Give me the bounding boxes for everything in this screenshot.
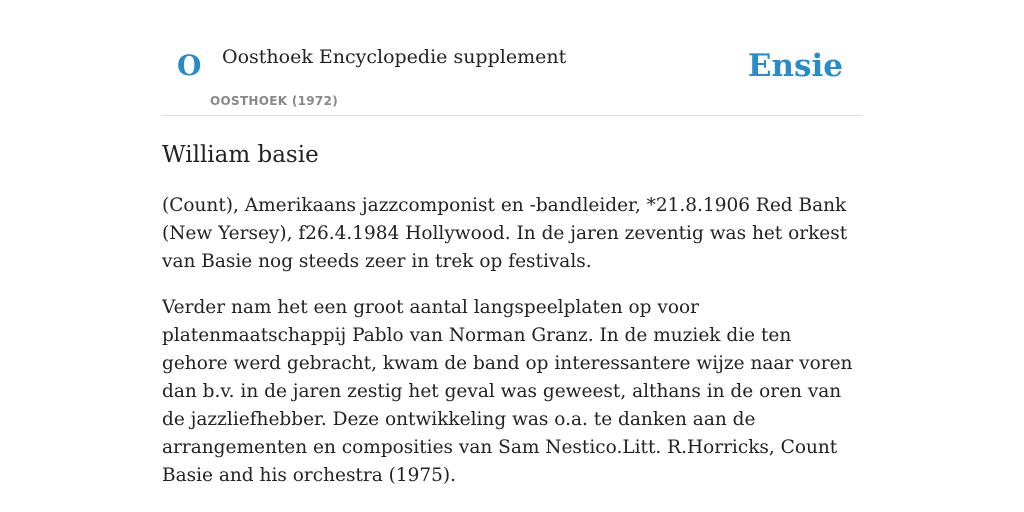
entry-title: William basie xyxy=(162,142,319,168)
entry-paragraph: Verder nam het een groot aantal langspeelplaten op voor platenmaatschappij Pablo van Norman Granz. In de muziek die ten gehore werd gebracht, kwam de band op interessantere wijze naar voren dan b.v. in de jaren zestig het geval was geweest, althans in de oren van de jazzliefhebber. Deze ontwikkeling was o.a. te danken aan de arrangementen en composities van Sam Nestico.Litt. R.Horricks, Count Basie and his orchestra (1975). xyxy=(162,296,853,486)
source-title[interactable]: Oosthoek Encyclopedie supplement xyxy=(222,46,567,68)
source-logo[interactable]: O xyxy=(177,49,202,82)
source-header xyxy=(162,0,862,116)
page-container xyxy=(162,0,862,490)
entry-paragraph: (Count), Amerikaans jazzcomponist en -bandleider, *21.8.1906 Red Bank (New Yersey), f26.4.1984 Hollywood. In de jaren zeventig was het orkest van Basie nog steeds zeer in trek op festivals. xyxy=(162,194,848,272)
source-publisher: OOSTHOEK (1972) xyxy=(210,94,339,108)
brand-logo-link[interactable]: Ensie xyxy=(747,48,843,84)
